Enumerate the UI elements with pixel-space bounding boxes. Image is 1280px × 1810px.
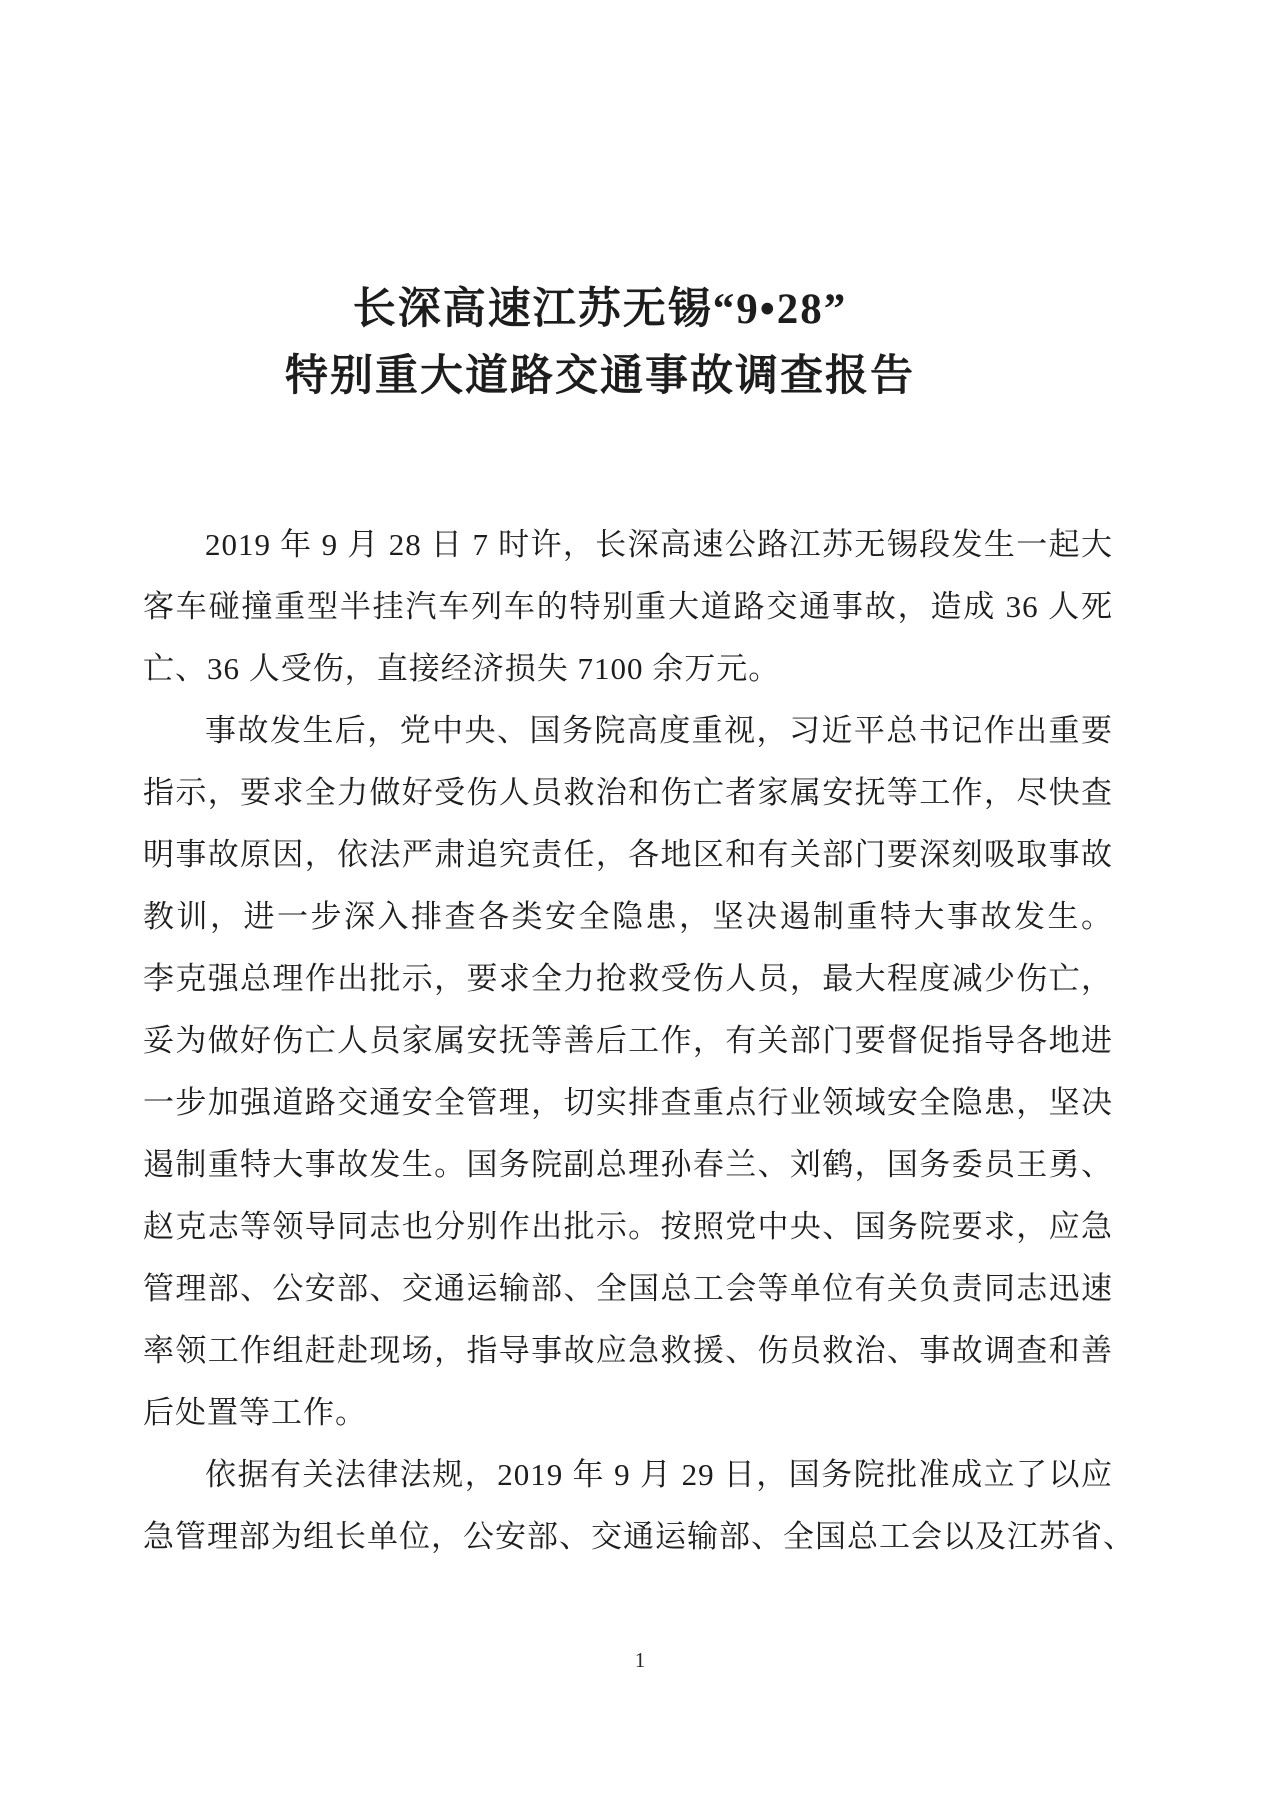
text-line: 率领工作组赶赴现场，指导事故应急救援、伤员救治、事故调查和善 <box>143 1333 1113 1368</box>
paragraph-2 <box>143 700 1113 1444</box>
text-line: 2019 年 9 月 28 日 7 时许，长深高速公路江苏无锡段发生一起大 <box>205 527 1113 562</box>
title-line-2: 特别重大道路交通事故调查报告 <box>285 353 915 400</box>
text-line: 指示，要求全力做好受伤人员救治和伤亡者家属安抚等工作，尽快查 <box>143 775 1113 810</box>
title-line-1: 长深高速江苏无锡“9•28” <box>352 286 848 333</box>
text-line: 赵克志等领导同志也分别作出批示。按照党中央、国务院要求，应急 <box>143 1209 1113 1244</box>
document-title <box>120 276 1080 410</box>
text-line: 管理部、公安部、交通运输部、全国总工会等单位有关负责同志迅速 <box>143 1271 1113 1306</box>
text-line: 亡、36 人受伤，直接经济损失 7100 余万元。 <box>143 651 781 686</box>
paragraph-3 <box>143 1444 1135 1568</box>
text-line: 明事故原因，依法严肃追究责任，各地区和有关部门要深刻吸取事故 <box>143 837 1113 872</box>
text-line: 依据有关法律法规，2019 年 9 月 29 日，国务院批准成立了以应 <box>205 1457 1113 1492</box>
page-number: 1 <box>634 1648 646 1672</box>
text-line: 妥为做好伤亡人员家属安抚等善后工作，有关部门要督促指导各地进 <box>143 1023 1113 1058</box>
text-line: 遏制重特大事故发生。国务院副总理孙春兰、刘鹤，国务委员王勇、 <box>143 1147 1113 1182</box>
text-line: 一步加强道路交通安全管理，切实排查重点行业领域安全隐患，坚决 <box>143 1085 1113 1120</box>
text-line: 事故发生后，党中央、国务院高度重视，习近平总书记作出重要 <box>205 713 1113 748</box>
text-line: 客车碰撞重型半挂汽车列车的特别重大道路交通事故，造成 36 人死 <box>143 589 1113 624</box>
text-line: 李克强总理作出批示，要求全力抢救受伤人员，最大程度减少伤亡， <box>143 961 1113 996</box>
document-body <box>143 514 1135 1568</box>
text-line: 后处置等工作。 <box>143 1395 367 1430</box>
paragraph-1 <box>143 514 1113 700</box>
text-line: 教训，进一步深入排查各类安全隐患，坚决遏制重特大事故发生。 <box>143 899 1113 934</box>
text-line: 急管理部为组长单位，公安部、交通运输部、全国总工会以及江苏省、 <box>143 1519 1135 1554</box>
